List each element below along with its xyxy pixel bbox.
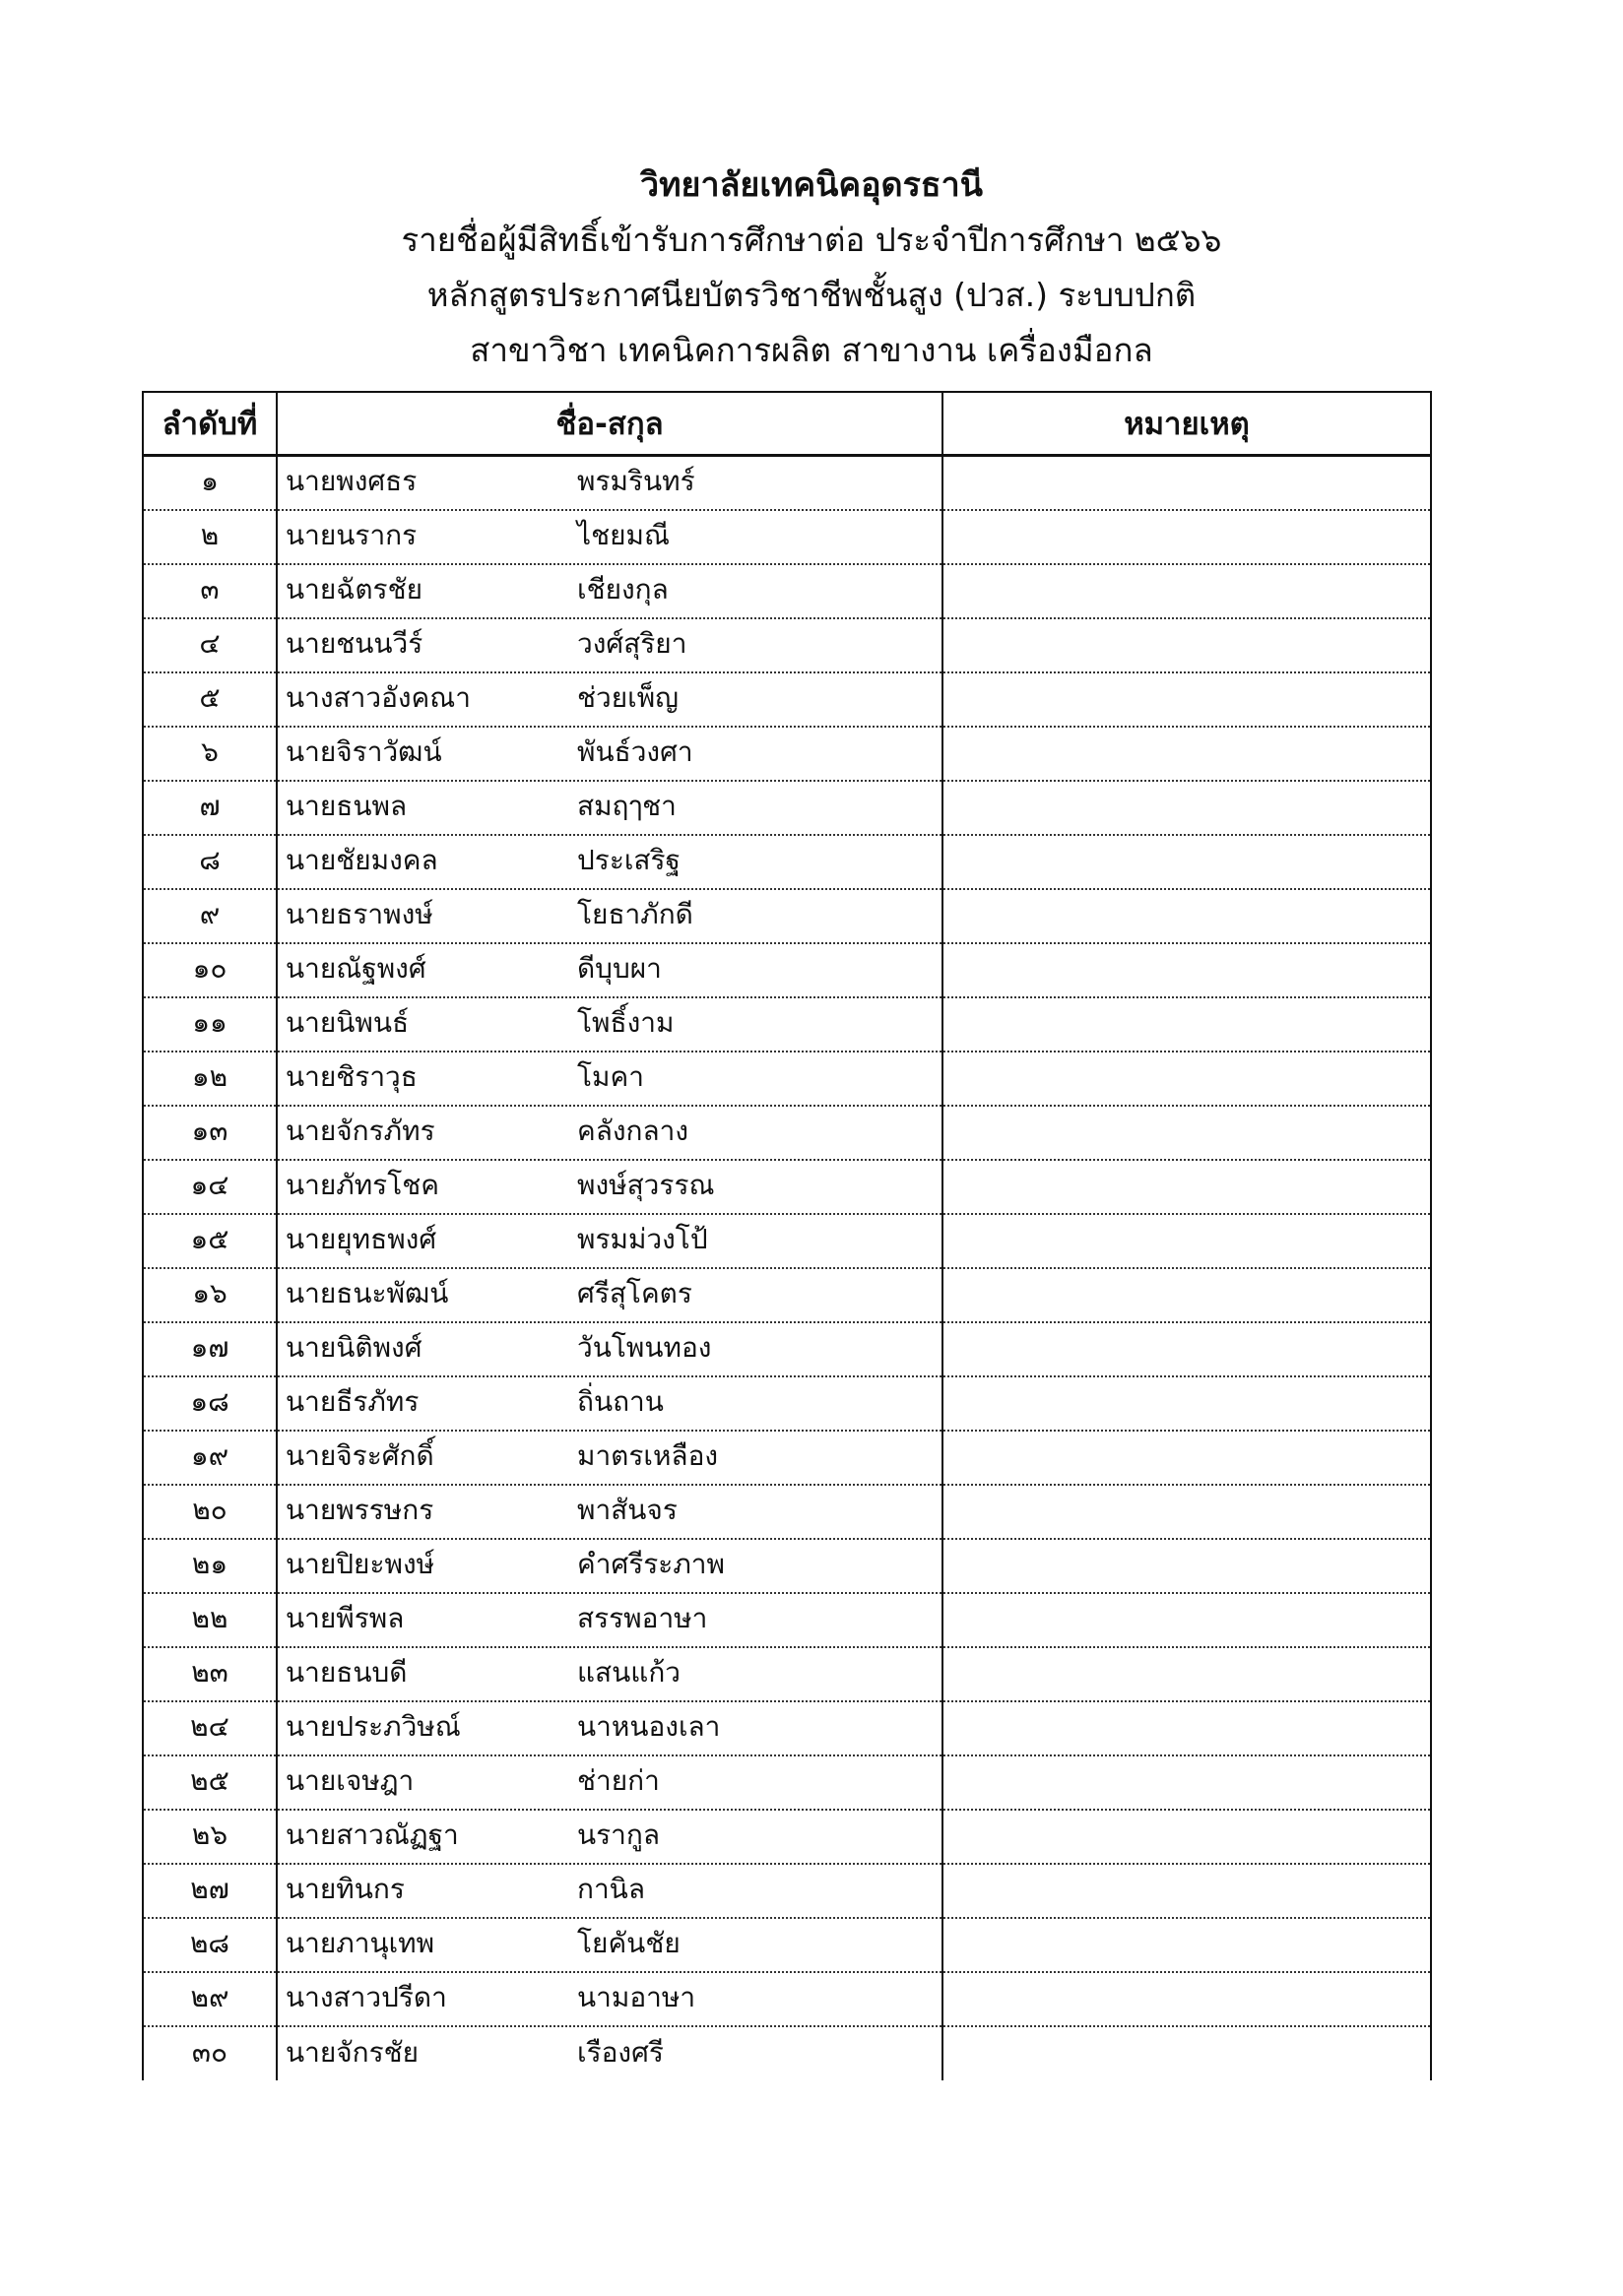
student-name-cell (277, 618, 942, 672)
student-name-cell (277, 2026, 942, 2080)
remarks-cell (942, 672, 1431, 727)
student-name-cell (277, 1376, 942, 1431)
last-name: นามอาษา (577, 1980, 696, 2013)
first-name: นายนรากร (286, 518, 418, 551)
row-number: ๑ (143, 456, 277, 510)
table-row (143, 943, 1431, 997)
table-row (143, 997, 1431, 1052)
student-name-cell (277, 1431, 942, 1485)
table-row (143, 1268, 1431, 1322)
last-name: โพธิ์งาม (577, 1005, 675, 1039)
table-row (143, 1918, 1431, 1972)
student-name-cell (277, 1701, 942, 1755)
last-name: คลังกลาง (577, 1114, 689, 1147)
table-row (143, 1485, 1431, 1539)
last-name: พรมม่วงโป้ (577, 1222, 708, 1255)
table-row (143, 564, 1431, 618)
row-number: ๒๐ (143, 1485, 277, 1539)
table-row (143, 1647, 1431, 1701)
first-name: นายสาวณัฏฐา (286, 1818, 459, 1851)
last-name: สรรพอาษา (577, 1601, 708, 1634)
table-row (143, 781, 1431, 835)
remarks-cell (942, 618, 1431, 672)
table-row (143, 889, 1431, 943)
table-row (143, 835, 1431, 889)
last-name: โยธาภักดี (577, 897, 693, 930)
student-name-cell (277, 1160, 942, 1214)
remarks-cell (942, 1810, 1431, 1864)
table-row (143, 727, 1431, 781)
row-number: ๙ (143, 889, 277, 943)
first-name: นายพงศธร (286, 464, 418, 497)
last-name: สมฤๅชา (577, 789, 677, 822)
remarks-cell (942, 1485, 1431, 1539)
first-name: นายทินกร (286, 1872, 405, 1905)
student-name-cell (277, 889, 942, 943)
student-name-cell (277, 1918, 942, 1972)
remarks-cell (942, 1214, 1431, 1268)
row-number: ๓ (143, 564, 277, 618)
last-name: โยคันชัย (577, 1926, 681, 1959)
row-number: ๑๖ (143, 1268, 277, 1322)
last-name: ศรีสุโคตร (577, 1276, 692, 1309)
table-row (143, 1701, 1431, 1755)
table-row (143, 1160, 1431, 1214)
first-name: นายชนนวีร์ (286, 626, 423, 660)
remarks-cell (942, 835, 1431, 889)
last-name: พันธ์วงศา (577, 734, 693, 768)
student-name-cell (277, 1214, 942, 1268)
row-number: ๖ (143, 727, 277, 781)
table-row (143, 456, 1431, 510)
first-name: นายจักรชัย (286, 2035, 420, 2069)
table-row (143, 1106, 1431, 1160)
column-header-name: ชื่อ-สกุล (277, 392, 942, 456)
remarks-cell (942, 1864, 1431, 1918)
remarks-cell (942, 1376, 1431, 1431)
first-name: นายภัทรโชค (286, 1168, 439, 1201)
column-header-number: ลำดับที่ (143, 392, 277, 456)
student-name-cell (277, 1052, 942, 1106)
student-name-cell (277, 781, 942, 835)
student-name-cell (277, 672, 942, 727)
row-number: ๗ (143, 781, 277, 835)
remarks-cell (942, 997, 1431, 1052)
first-name: นางสาวปรีดา (286, 1980, 447, 2013)
row-number: ๑๕ (143, 1214, 277, 1268)
row-number: ๒๘ (143, 1918, 277, 1972)
last-name: พรมรินทร์ (577, 464, 695, 497)
first-name: นายประภวิษณ์ (286, 1709, 461, 1743)
table-row (143, 1972, 1431, 2026)
last-name: นาหนองเลา (577, 1709, 721, 1743)
row-number: ๒๙ (143, 1972, 277, 2026)
table-row (143, 1431, 1431, 1485)
first-name: นายณัฐพงศ์ (286, 951, 426, 985)
first-name: นายพรรษกร (286, 1493, 434, 1526)
student-name-cell (277, 1864, 942, 1918)
student-name-cell (277, 1593, 942, 1647)
remarks-cell (942, 1755, 1431, 1810)
row-number: ๓๐ (143, 2026, 277, 2080)
last-name: ช่ายก่า (577, 1763, 660, 1797)
student-name-cell (277, 997, 942, 1052)
student-name-cell (277, 1106, 942, 1160)
remarks-cell (942, 1539, 1431, 1593)
row-number: ๘ (143, 835, 277, 889)
student-name-cell (277, 1268, 942, 1322)
student-name-cell (277, 1485, 942, 1539)
remarks-cell (942, 1106, 1431, 1160)
last-name: วงศ์สุริยา (577, 626, 687, 660)
department-name: สาขาวิชา เทคนิคการผลิต สาขางาน เครื่องมือกล (470, 331, 1153, 369)
row-number: ๑๑ (143, 997, 277, 1052)
student-name-cell (277, 1647, 942, 1701)
remarks-cell (942, 1160, 1431, 1214)
row-number: ๔ (143, 618, 277, 672)
first-name: นายธนะพัฒน์ (286, 1276, 449, 1309)
first-name: นายนิพนธ์ (286, 1005, 410, 1039)
first-name: นายธนพล (286, 789, 408, 822)
table-row (143, 618, 1431, 672)
first-name: นายจิราวัฒน์ (286, 734, 442, 768)
row-number: ๑๔ (143, 1160, 277, 1214)
last-name: ประเสริฐ (577, 843, 681, 876)
remarks-cell (942, 564, 1431, 618)
table-row (143, 1810, 1431, 1864)
last-name: กานิล (577, 1872, 645, 1905)
student-name-cell (277, 1539, 942, 1593)
last-name: ช่วยเพ็ญ (577, 680, 680, 714)
last-name: พาสันจร (577, 1493, 678, 1526)
remarks-cell (942, 1268, 1431, 1322)
last-name: ไชยมณี (577, 518, 670, 551)
table-row (143, 1539, 1431, 1593)
last-name: เชียงกุล (577, 572, 669, 606)
table-row (143, 1755, 1431, 1810)
table-row (143, 672, 1431, 727)
list-title: รายชื่อผู้มีสิทธิ์เข้ารับการศึกษาต่อ ประจำปีการศึกษา ๒๕๖๖ (401, 221, 1222, 259)
column-header-remarks: หมายเหตุ (942, 392, 1431, 456)
table-row (143, 1322, 1431, 1376)
row-number: ๑๒ (143, 1052, 277, 1106)
table-row (143, 2026, 1431, 2080)
first-name: นายฉัตรชัย (286, 572, 422, 606)
student-name-cell (277, 1755, 942, 1810)
remarks-cell (942, 943, 1431, 997)
table-row (143, 1593, 1431, 1647)
remarks-cell (942, 1701, 1431, 1755)
student-name-cell (277, 510, 942, 564)
roster-body (143, 456, 1431, 2080)
first-name: นายพีรพล (286, 1601, 405, 1634)
row-number: ๒๖ (143, 1810, 277, 1864)
row-number: ๕ (143, 672, 277, 727)
table-row (143, 1376, 1431, 1431)
row-number: ๑๘ (143, 1376, 277, 1431)
student-name-cell (277, 943, 942, 997)
first-name: นายชัยมงคล (286, 843, 438, 876)
last-name: แสนแก้ว (577, 1655, 681, 1689)
student-name-cell (277, 456, 942, 510)
student-name-cell (277, 1972, 942, 2026)
table-row (143, 510, 1431, 564)
row-number: ๒๕ (143, 1755, 277, 1810)
remarks-cell (942, 1431, 1431, 1485)
first-name: นายยุทธพงศ์ (286, 1222, 437, 1255)
remarks-cell (942, 1972, 1431, 2026)
row-number: ๑๗ (143, 1322, 277, 1376)
student-roster-table (142, 391, 1432, 2080)
remarks-cell (942, 889, 1431, 943)
student-name-cell (277, 1322, 942, 1376)
program-name: หลักสูตรประกาศนียบัตรวิชาชีพชั้นสูง (ปวส.) ระบบปกติ (426, 276, 1197, 314)
row-number: ๒๗ (143, 1864, 277, 1918)
remarks-cell (942, 1918, 1431, 1972)
remarks-cell (942, 1052, 1431, 1106)
roster-header-row (143, 392, 1431, 456)
student-name-cell (277, 1810, 942, 1864)
document-header (0, 158, 1623, 378)
remarks-cell (942, 1322, 1431, 1376)
first-name: นายธราพงษ์ (286, 897, 433, 930)
first-name: นายชิราวุธ (286, 1059, 418, 1093)
first-name: นายธีรภัทร (286, 1384, 420, 1418)
table-row (143, 1864, 1431, 1918)
row-number: ๒๓ (143, 1647, 277, 1701)
row-number: ๒๒ (143, 1593, 277, 1647)
student-name-cell (277, 727, 942, 781)
last-name: พงษ์สุวรรณ (577, 1168, 715, 1201)
roster-header (143, 392, 1431, 456)
last-name: มาตรเหลือง (577, 1438, 719, 1472)
row-number: ๒๑ (143, 1539, 277, 1593)
first-name: นายธนบดี (286, 1655, 408, 1689)
institution-name: วิทยาลัยเทคนิคอุดรธานี (640, 165, 983, 205)
first-name: นายปิยะพงษ์ (286, 1547, 435, 1580)
remarks-cell (942, 727, 1431, 781)
first-name: นายภานุเทพ (286, 1926, 435, 1959)
student-name-cell (277, 835, 942, 889)
first-name: นายเจษฎา (286, 1763, 415, 1797)
row-number: ๑๙ (143, 1431, 277, 1485)
remarks-cell (942, 2026, 1431, 2080)
first-name: นายจักรภัทร (286, 1114, 435, 1147)
table-row (143, 1052, 1431, 1106)
last-name: เรืองศรี (577, 2035, 664, 2069)
last-name: โมคา (577, 1059, 644, 1093)
table-row (143, 1214, 1431, 1268)
last-name: คำศรีระภาพ (577, 1547, 725, 1580)
remarks-cell (942, 1593, 1431, 1647)
remarks-cell (942, 456, 1431, 510)
last-name: ถิ่นถาน (577, 1384, 664, 1418)
row-number: ๑๐ (143, 943, 277, 997)
last-name: ดีบุบผา (577, 951, 662, 985)
first-name: นายจิระศักดิ์ (286, 1438, 434, 1472)
last-name: นรากูล (577, 1818, 661, 1851)
remarks-cell (942, 1647, 1431, 1701)
row-number: ๑๓ (143, 1106, 277, 1160)
first-name: นางสาวอังคณา (286, 680, 471, 714)
last-name: วันโพนทอง (577, 1330, 712, 1364)
row-number: ๒๔ (143, 1701, 277, 1755)
first-name: นายนิติพงศ์ (286, 1330, 422, 1364)
remarks-cell (942, 781, 1431, 835)
student-name-cell (277, 564, 942, 618)
row-number: ๒ (143, 510, 277, 564)
remarks-cell (942, 510, 1431, 564)
